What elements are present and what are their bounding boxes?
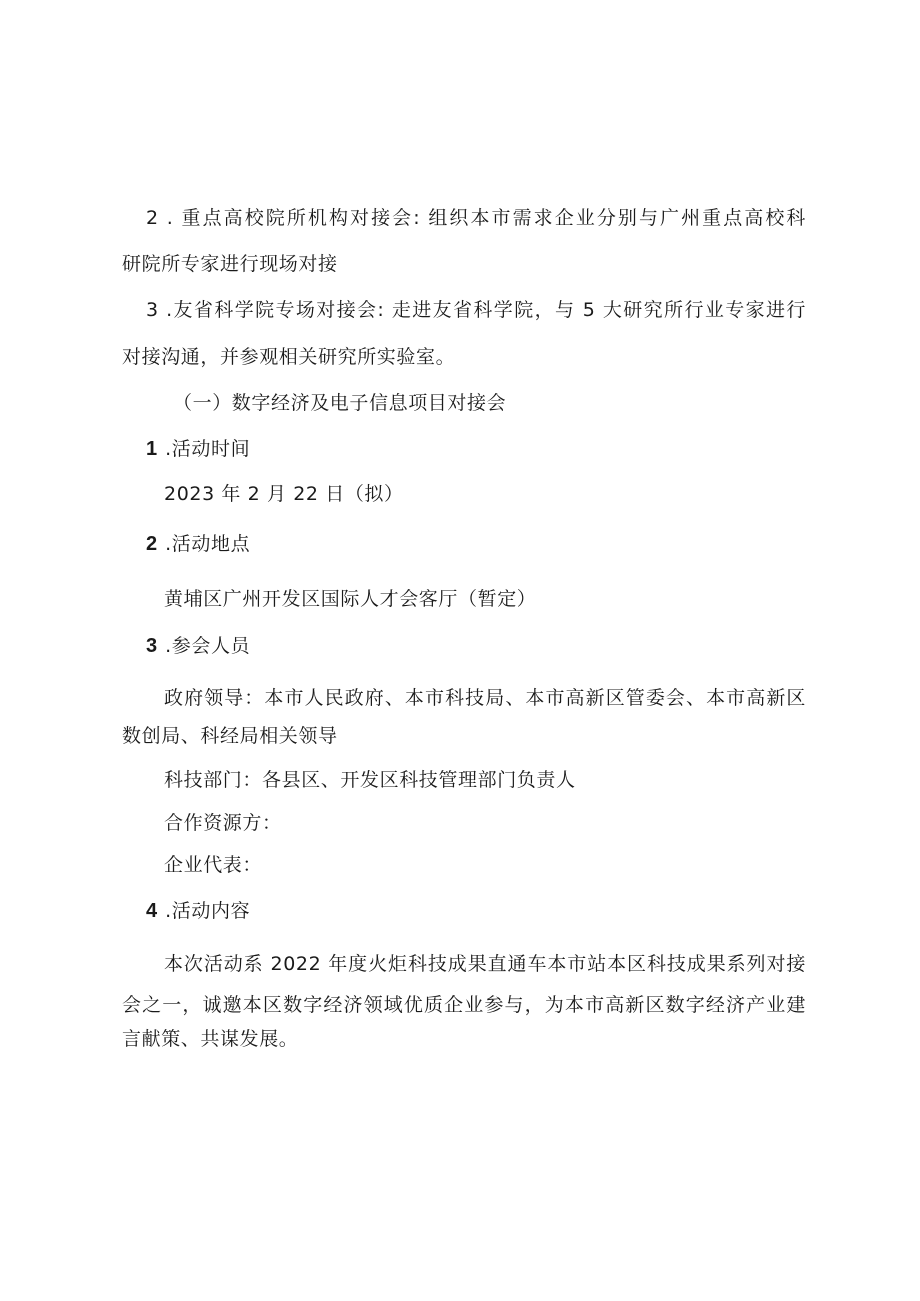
government-leaders-line-1: 政府领导：本市人民政府、本市科技局、本市高新区管委会、本市高新区 <box>164 687 806 709</box>
item-heading-4 <box>146 899 250 923</box>
government-leaders-line-2: 数创局、科经局相关领导 <box>122 725 338 747</box>
item-number-2: 2 <box>146 533 158 555</box>
section-title: （一）数字经济及电子信息项目对接会 <box>173 392 507 414</box>
content-line-1: 本次活动系 2022 年度火炬科技成果直通车本市站本区科技成果系列对接 <box>164 953 806 975</box>
item-number-3: 3 <box>146 635 158 657</box>
paragraph-2-line-1: 2 . 重点高校院所机构对接会: 组织本市需求企业分别与广州重点高校科 <box>146 207 806 229</box>
tech-department: 科技部门：各县区、开发区科技管理部门负责人 <box>164 769 576 791</box>
item-label-3: .参会人员 <box>165 635 251 657</box>
item-heading-1 <box>146 437 250 461</box>
item-label-4: .活动内容 <box>165 900 251 922</box>
paragraph-2-line-2: 研院所专家进行现场对接 <box>122 253 338 275</box>
paragraph-3-line-1: 3 .友省科学院专场对接会: 走进友省科学院，与 5 大研究所行业专家进行 <box>146 299 806 321</box>
partner-resources: 合作资源方： <box>164 812 282 834</box>
activity-date: 2023 年 2 月 22 日（拟） <box>164 483 404 505</box>
item-number-1: 1 <box>146 438 158 460</box>
item-heading-3 <box>146 634 250 658</box>
item-label-1: .活动时间 <box>165 438 251 460</box>
enterprise-representatives: 企业代表： <box>164 854 263 876</box>
content-line-3: 言献策、共谋发展。 <box>122 1028 299 1050</box>
item-number-4: 4 <box>146 900 158 922</box>
activity-venue: 黄埔区广州开发区国际人才会客厅（暂定） <box>164 588 537 610</box>
item-heading-2 <box>146 532 250 556</box>
item-label-2: .活动地点 <box>165 533 251 555</box>
content-line-2: 会之一，诚邀本区数字经济领域优质企业参与，为本市高新区数字经济产业建 <box>122 994 806 1016</box>
paragraph-3-line-2: 对接沟通，并参观相关研究所实验室。 <box>122 346 456 368</box>
